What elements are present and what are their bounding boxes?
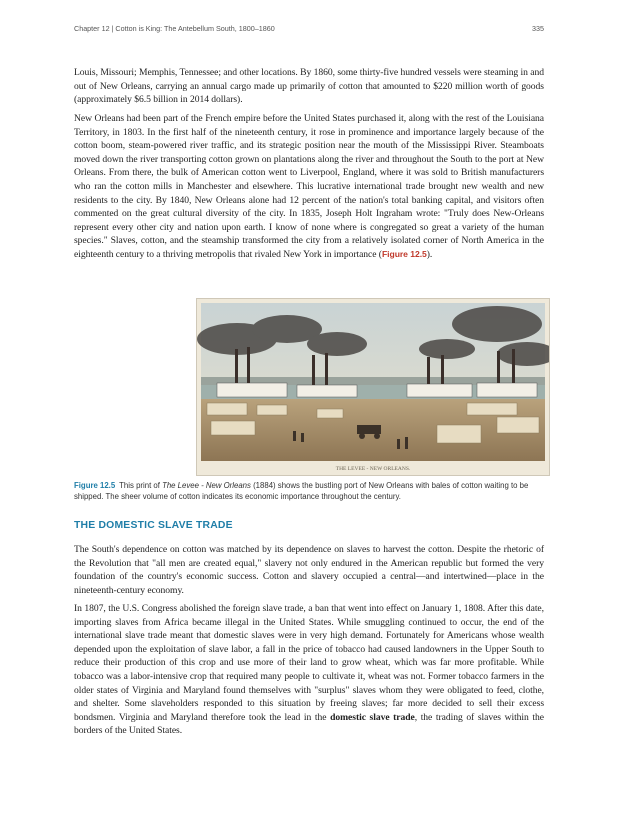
paragraph-2-text: New Orleans had been part of the French empire before the United States purchased it, along with the rest of the Louisiana Territory, in 1803. In the first half of the nineteenth century, it rose in prominence and importance largely because of the cotton boom, steam-powered river traffic, and its strategic position near the mouth of the Mississippi River. Steamboats moved down the river transporting cotton grown on plantations along the river and throughout the South to the port at New Orleans. From there, the bulk of American cotton went to Liverpool, England, where it was sold to British manufacturers who ran the cotton mills in Manchester and elsewhere. This lucrative international trade brought new wealth and new residents to the city. By 1840, New Orleans alone had 12 percent of the nation's total banking capital, and visitors often commented on the great cultural diversity of the city. In 1835, Joseph Holt Ingraham wrote: "Truly does New-Orleans represent every other city and nation upon earth. I know of none where is congregated so great a variety of the human species." Slaves, cotton, and the steamship transformed the city from a relatively isolated corner of North America in the eighteenth century to a thriving metropolis that rivaled New York in importance (	[74, 113, 544, 260]
figure-12-5-link[interactable]: Figure 12.5	[381, 248, 427, 259]
key-term: domestic slave trade	[330, 711, 415, 723]
paragraph-4-end: , the trading of slaves within the borders of the United States.	[74, 711, 544, 737]
print-title: THE LEVEE - NEW ORLEANS.	[335, 466, 411, 472]
paragraph-3: The South's dependence on cotton was matched by its dependence on slaves to harvest the cotton. Despite the rhetoric of the Revolution that "all men are created equal," slavery not only endured in the American republic but formed the very foundation of the country's economic success. Cotton and slavery occupied a central—and intertwined—place in the nineteenth-century economy.	[74, 544, 544, 596]
caption-label: Figure 12.5	[74, 481, 116, 490]
figure-caption	[74, 480, 544, 502]
paragraph-2	[74, 112, 544, 262]
paragraph-4	[74, 602, 544, 738]
caption-post: (1884) shows the bustling port of New Orleans with bales of cotton waiting to be shipped. The sheer volume of cotton indicates its economic importance throughout the century.	[74, 481, 529, 501]
caption-title: The Levee - New Orleans	[162, 481, 251, 490]
caption-pre: This print of	[119, 481, 163, 490]
page-header	[74, 24, 544, 33]
paragraph-4-text: In 1807, the U.S. Congress abolished the foreign slave trade, a ban that went into effect on January 1, 1808. After this date, importing slaves from Africa became illegal in the United States. While smuggling continued to occur, the end of the international slave trade meant that domestic slaves were in very high demand. Fortunately for Americans whose wealth depended upon the exploitation of slave labor, a fall in the price of tobacco had caused landowners in the Upper South to reduce their production of this crop and use more of their land to grow wheat, which was far more profitable. While tobacco was a labor-intensive crop that required many people to cultivate it, wheat was not. Former tobacco farmers in the older states of Virginia and Maryland found themselves with "surplus" slaves whom they were obligated to feed, clothe, and shelter. Some slaveholders responded to this situation by freeing slaves; far more decided to sell their excess bondsmen. Virginia and Maryland therefore took the lead in the	[74, 603, 544, 723]
page-number: 335	[532, 24, 544, 33]
paragraph-1: Louis, Missouri; Memphis, Tennessee; and other locations. By 1860, some thirty-five hundred vessels were steaming in and out of New Orleans, carrying an annual cargo made up primarily of cotton that amounted to $220 million worth of goods (approximately $6.5 billion in 2014 dollars).	[74, 67, 544, 106]
paragraph-2-end: ).	[426, 248, 433, 260]
chapter-title: Chapter 12 | Cotton is King: The Antebellum South, 1800–1860	[74, 24, 275, 33]
section-heading: THE DOMESTIC SLAVE TRADE	[74, 520, 233, 531]
levee-print-image	[196, 298, 550, 476]
